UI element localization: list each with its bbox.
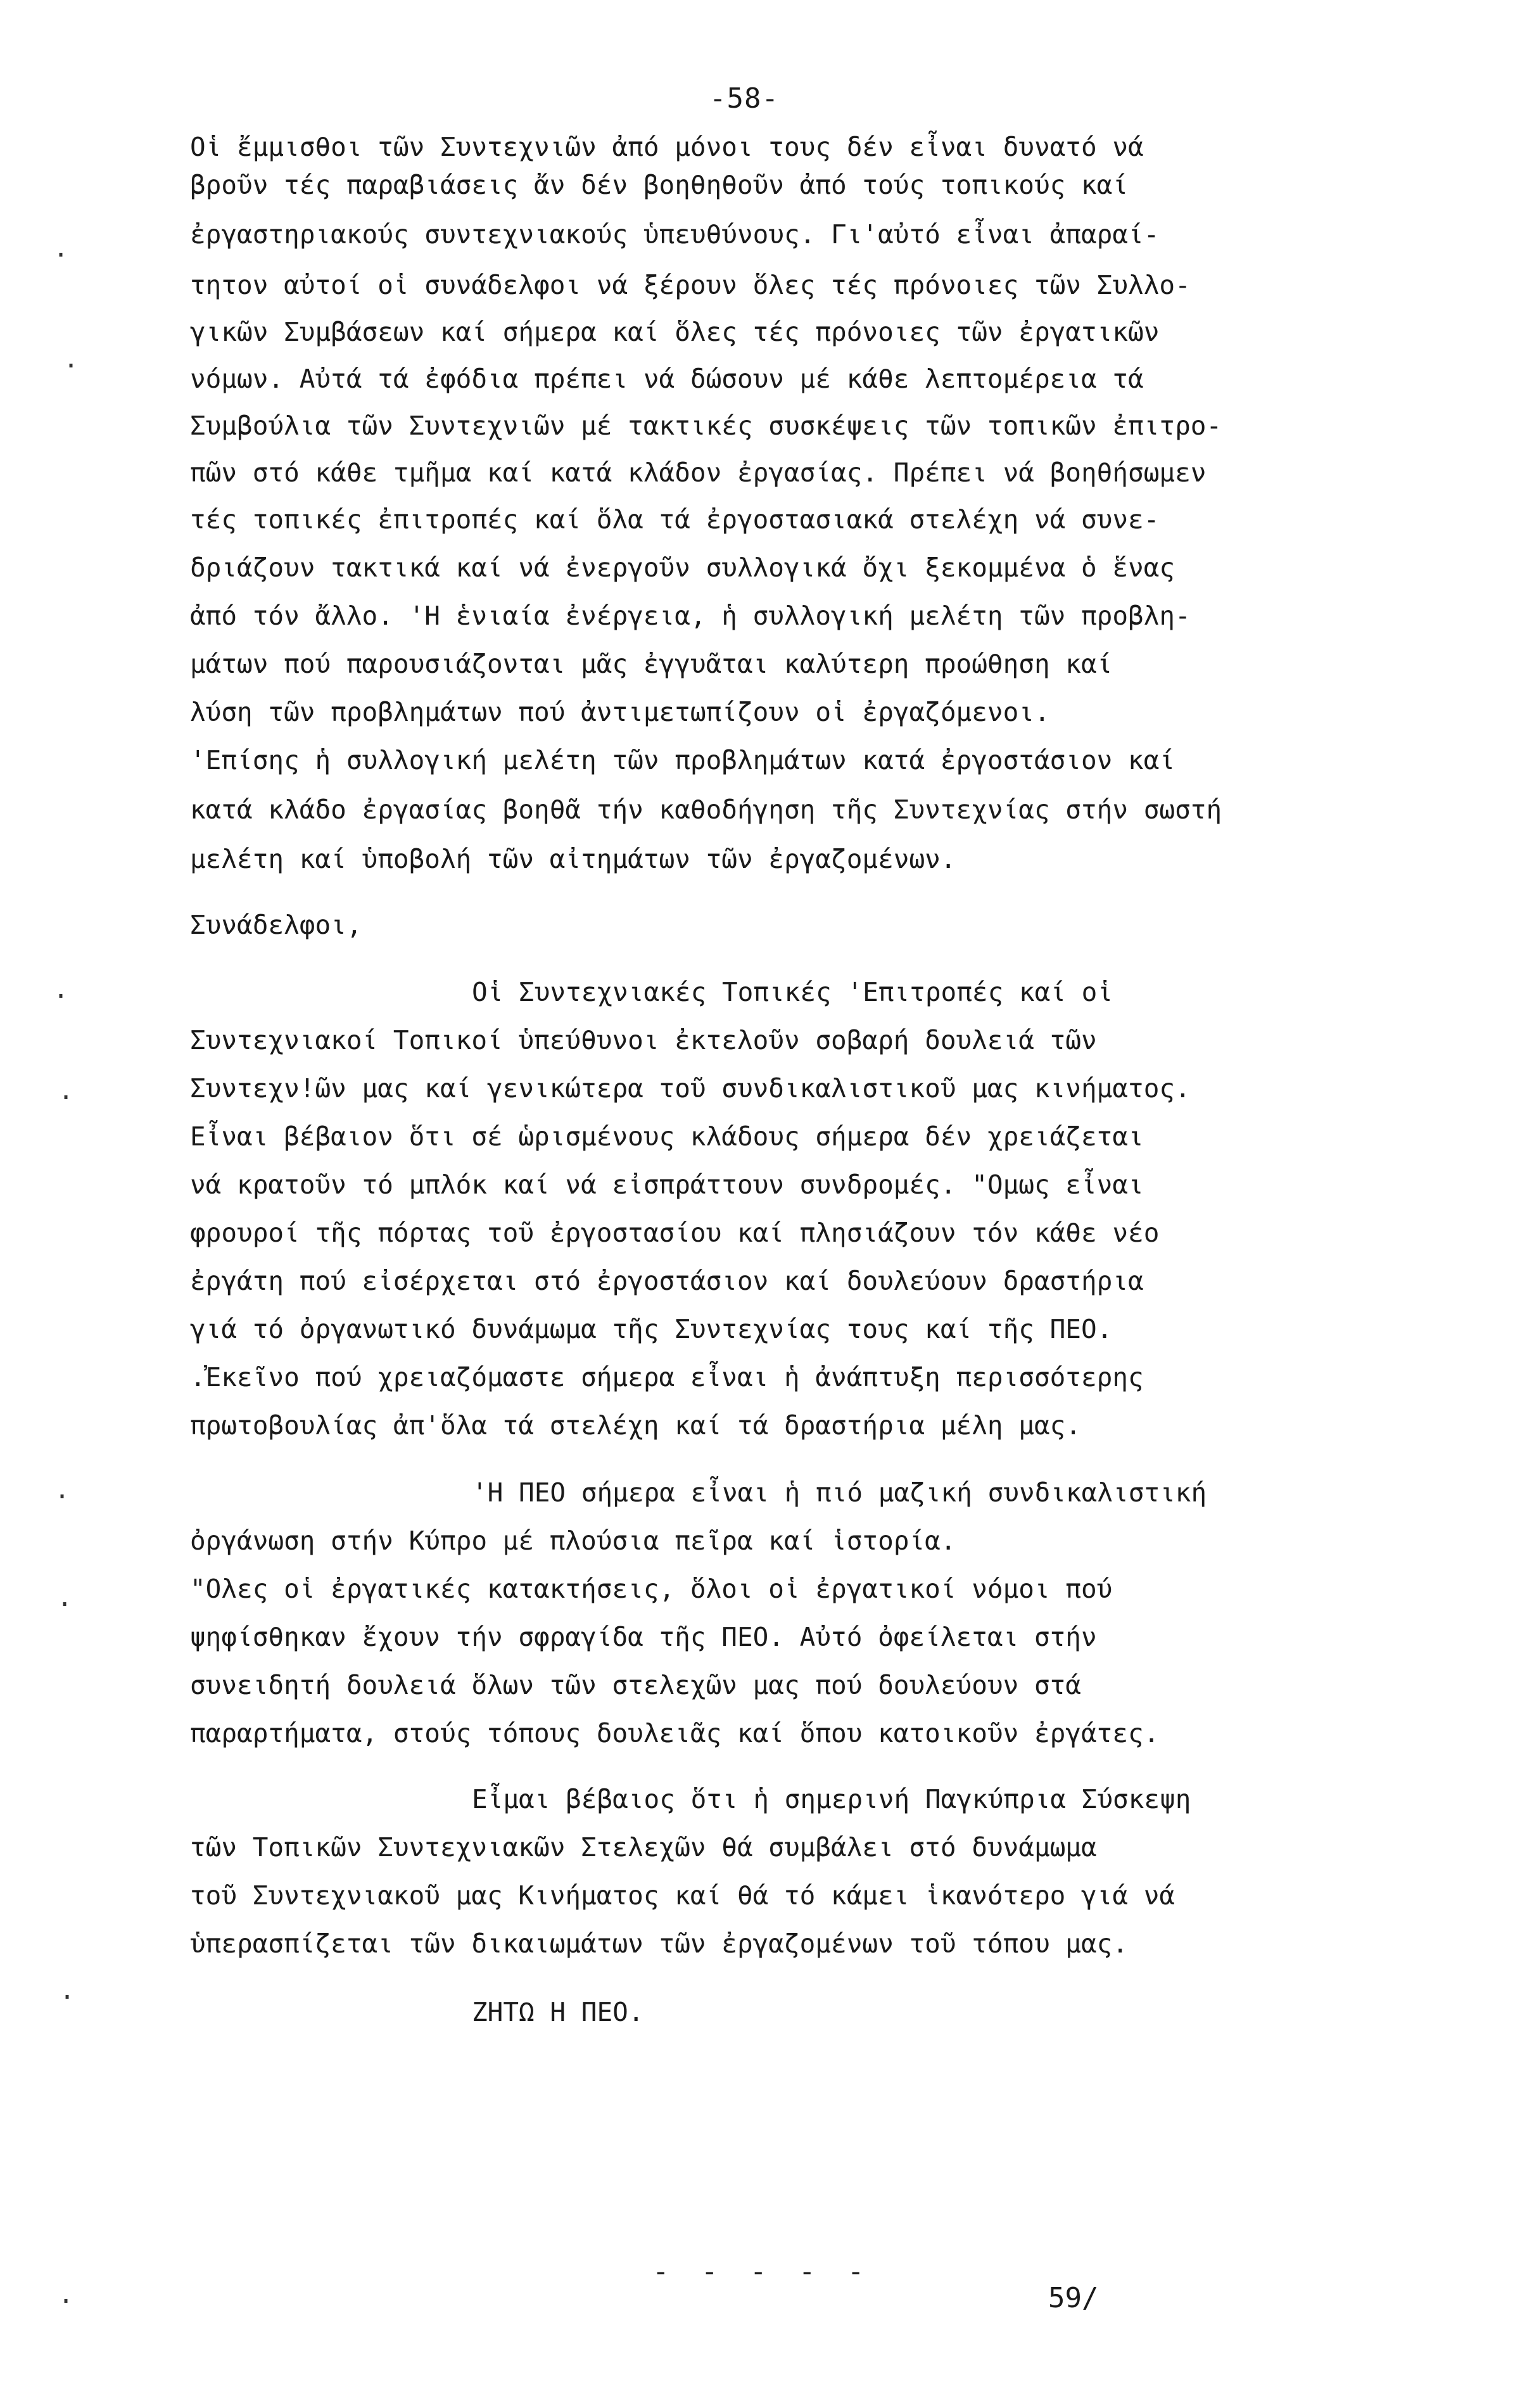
text-line: πῶν στό κάθε τμῆμα καί κατά κλάδον ἐργασίας. Πρέπει νά βοηθήσωμεν (190, 457, 1207, 488)
text-line: παραρτήματα, στούς τόπους δουλειᾶς καί ὅπου κατοικοῦν ἐργάτες. (190, 1718, 1160, 1749)
text-line: συνειδητή δουλειά ὅλων τῶν στελεχῶν μας πού δουλεύουν στά (190, 1670, 1081, 1700)
text-line: Εἶναι βέβαιον ὅτι σέ ὡρισμένους κλάδους σήμερα δέν χρειάζεται (190, 1121, 1144, 1152)
text-line: 'Επίσης ἡ συλλογική μελέτη τῶν προβλημάτων κατά ἐργοστάσιον καί (190, 745, 1175, 775)
text-line: 'Η ΠΕΟ σήμερα εἶναι ἡ πιό μαζική συνδικαλιστική (472, 1477, 1207, 1508)
text-line: "Ολες οἱ ἐργατικές κατακτήσεις, ὅλοι οἱ ἐργατικοί νόμοι πού (190, 1574, 1113, 1604)
text-line: γιά τό ὀργανωτικό δυνάμωμα τῆς Συντεχνίας τους καί τῆς ΠΕΟ. (190, 1314, 1113, 1344)
text-line: Οἱ ἔμμισθοι τῶν Συντεχνιῶν ἀπό μόνοι τους δέν εἶναι δυνατό νά (190, 132, 1144, 162)
text-line: μάτων πού παρουσιάζονται μᾶς ἐγγυᾶται καλύτερη προώθηση καί (190, 649, 1113, 679)
text-line: .Ἐκεῖνο πού χρειαζόμαστε σήμερα εἶναι ἡ ἀνάπτυξη περισσότερης (190, 1362, 1144, 1392)
closing-slogan: ΖΗΤΩ Η ΠΕΟ. (472, 1997, 644, 2027)
text-line: λύση τῶν προβλημάτων πού ἀντιμετωπίζουν οἱ ἐργαζόμενοι. (190, 697, 1050, 727)
text-line: νόμων. Αὐτά τά ἐφόδια πρέπει νά δώσουν μέ κάθε λεπτομέρεια τά (190, 364, 1144, 394)
text-line: βροῦν τές παραβιάσεις ἄν δέν βοηθηθοῦν ἀπό τούς τοπικούς καί (190, 170, 1129, 200)
text-line: ὀργάνωση στήν Κύπρο μέ πλούσια πεῖρα καί ἱστορία. (190, 1526, 956, 1556)
text-line: ψηφίσθηκαν ἔχουν τήν σφραγίδα τῆς ΠΕΟ. Αὐτό ὀφείλεται στήν (190, 1622, 1097, 1652)
scan-artifact: · (53, 241, 69, 270)
page-number: -58- (709, 82, 779, 115)
text-line: κατά κλάδο ἐργασίας βοηθᾶ τήν καθοδήγηση τῆς Συντεχνίας στήν σωστή (190, 794, 1222, 825)
scan-artifact: · (58, 1083, 74, 1112)
text-line: δριάζουν τακτικά καί νά ἐνεργοῦν συλλογικά ὄχι ξεκομμένα ὁ ἕνας (190, 552, 1175, 583)
text-line: ὑπερασπίζεται τῶν δικαιωμάτων τῶν ἐργαζομένων τοῦ τόπου μας. (190, 1928, 1129, 1959)
text-line: Συντεχνιακοί Τοπικοί ὑπεύθυνοι ἐκτελοῦν σοβαρή δουλειά τῶν (190, 1025, 1097, 1055)
text-line: ἀπό τόν ἄλλο. 'Η ἑνιαία ἐνέργεια, ἡ συλλογική μελέτη τῶν προβλη- (190, 601, 1191, 631)
scan-artifact: · (53, 982, 69, 1011)
scan-artifact: · (58, 2287, 74, 2316)
text-line: μελέτη καί ὑποβολή τῶν αἰτημάτων τῶν ἐργαζομένων. (190, 844, 956, 874)
scan-artifact: · (63, 352, 79, 381)
text-line: τητον αὐτοί οἱ συνάδελφοι νά ξέρουν ὅλες τές πρόνοιες τῶν Συλλο- (190, 270, 1191, 300)
scan-artifact: · (54, 1482, 70, 1512)
text-line: φρουροί τῆς πόρτας τοῦ ἐργοστασίου καί πλησιάζουν τόν κάθε νέο (190, 1218, 1160, 1248)
text-line: τές τοπικές ἐπιτροπές καί ὅλα τά ἐργοστασιακά στελέχη νά συνε- (190, 504, 1160, 535)
scan-artifact: · (60, 1983, 75, 2012)
text-line: ἐργάτη πού εἰσέρχεται στό ἐργοστάσιον καί δουλεύουν δραστήρια (190, 1266, 1144, 1296)
salutation: Συνάδελφοι, (190, 910, 362, 940)
text-line: Συμβούλια τῶν Συντεχνιῶν μέ τακτικές συσκέψεις τῶν τοπικῶν ἐπιτρο- (190, 411, 1222, 441)
text-line: τῶν Τοπικῶν Συντεχνιακῶν Στελεχῶν θά συμβάλει στό δυνάμωμα (190, 1832, 1097, 1863)
text-line: ἐργαστηριακούς συντεχνιακούς ὑπευθύνους. Γι'αὐτό εἶναι ἀπαραί- (190, 219, 1160, 250)
text-line: Εἶμαι βέβαιος ὅτι ἡ σημερινή Παγκύπρια Σύσκεψη (472, 1784, 1191, 1814)
text-line: νά κρατοῦν τό μπλόκ καί νά εἰσπράττουν συνδρομές. "Ομως εἶναι (190, 1169, 1144, 1200)
text-line: γικῶν Συμβάσεων καί σήμερα καί ὅλες τές πρόνοιες τῶν ἐργατικῶν (190, 317, 1160, 347)
separator: - - - - - (652, 2255, 872, 2288)
text-line: Συντεχν!ῶν μας καί γενικώτερα τοῦ συνδικαλιστικοῦ μας κινήματος. (190, 1073, 1191, 1104)
text-line: πρωτοβουλίας ἀπ'ὅλα τά στελέχη καί τά δραστήρια μέλη μας. (190, 1410, 1081, 1441)
text-line: τοῦ Συντεχνιακοῦ μας Κινήματος καί θά τό κάμει ἱκανότερο γιά νά (190, 1880, 1175, 1911)
next-page-marker: 59/ (1048, 2282, 1099, 2314)
text-line: Οἱ Συντεχνιακές Τοπικές 'Επιτροπές καί οἱ (472, 977, 1113, 1007)
scan-artifact: · (57, 1590, 73, 1619)
